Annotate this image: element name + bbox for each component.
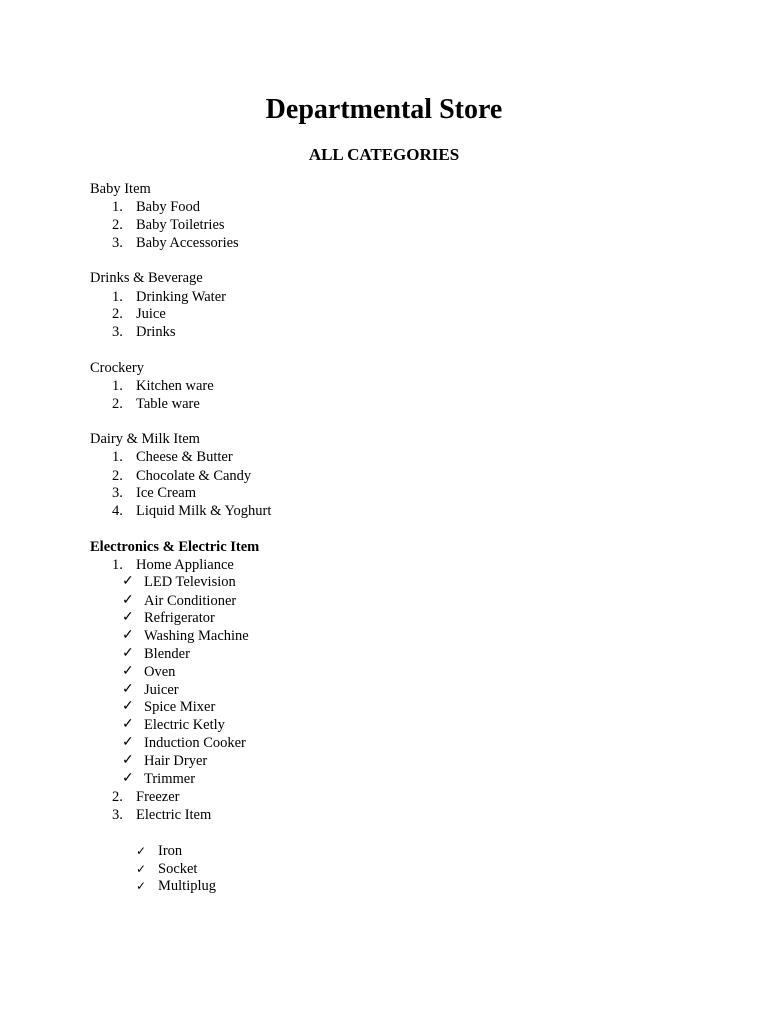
- list-item-label: Baby Toiletries: [136, 217, 225, 233]
- check-icon: ✓: [122, 628, 134, 643]
- check-icon: ✓: [122, 753, 134, 768]
- list-item-label: Drinking Water: [136, 289, 226, 305]
- list-item-label: Juice: [136, 306, 166, 322]
- list-number: 2.: [112, 396, 123, 412]
- list-item-label: Drinks: [136, 324, 176, 340]
- category-heading-baby-item: Baby Item: [90, 181, 151, 197]
- list-item-label: Electric Item: [136, 807, 212, 823]
- check-icon: ✓: [122, 574, 134, 589]
- check-icon: ✓: [122, 682, 134, 697]
- list-number: 3.: [112, 485, 123, 501]
- check-item-label: Washing Machine: [144, 628, 249, 644]
- check-item-label: Trimmer: [144, 771, 196, 787]
- list-number: 4.: [112, 503, 123, 519]
- list-number: 2.: [112, 789, 123, 805]
- check-item-label: Spice Mixer: [144, 699, 216, 715]
- page-subtitle: ALL CATEGORIES: [308, 145, 460, 164]
- check-icon: ✓: [136, 879, 147, 893]
- list-item-label: Freezer: [136, 789, 180, 805]
- list-item-label: Baby Food: [136, 199, 201, 215]
- list-item-label: Chocolate & Candy: [136, 468, 252, 484]
- category-heading-dairy: Dairy & Milk Item: [90, 431, 200, 447]
- check-item-label: Multiplug: [158, 878, 217, 894]
- page-title: Departmental Store: [265, 94, 503, 125]
- list-item-label: Liquid Milk & Yoghurt: [136, 503, 272, 519]
- list-number: 1.: [112, 449, 123, 465]
- list-number: 1.: [112, 199, 123, 215]
- check-icon: ✓: [136, 844, 147, 858]
- check-item-label: Blender: [144, 646, 190, 662]
- check-item-label: Air Conditioner: [144, 593, 237, 609]
- check-icon: ✓: [122, 699, 134, 714]
- list-number: 3.: [112, 235, 123, 251]
- list-number: 1.: [112, 557, 123, 573]
- list-item-label: Table ware: [136, 396, 200, 412]
- list-item-label: Kitchen ware: [136, 378, 214, 394]
- check-item-label: Refrigerator: [144, 610, 215, 626]
- check-icon: ✓: [122, 717, 134, 732]
- check-item-label: Socket: [158, 861, 198, 877]
- check-item-label: Juicer: [144, 682, 179, 698]
- list-number: 3.: [112, 324, 123, 340]
- check-item-label: Hair Dryer: [144, 753, 208, 769]
- list-number: 3.: [112, 807, 123, 823]
- check-icon: ✓: [122, 593, 134, 608]
- list-item-label: Cheese & Butter: [136, 449, 233, 465]
- list-number: 1.: [112, 378, 123, 394]
- check-icon: ✓: [122, 646, 134, 661]
- list-number: 2.: [112, 468, 123, 484]
- list-number: 2.: [112, 217, 123, 233]
- list-item-label: Home Appliance: [136, 557, 234, 573]
- check-item-label: Oven: [144, 664, 176, 680]
- check-icon: ✓: [122, 664, 134, 679]
- check-icon: ✓: [122, 735, 134, 750]
- list-number: 2.: [112, 306, 123, 322]
- category-heading-drinks: Drinks & Beverage: [90, 270, 203, 286]
- check-item-label: Iron: [158, 843, 183, 859]
- check-icon: ✓: [122, 610, 134, 625]
- list-item-label: Ice Cream: [136, 485, 196, 501]
- category-heading-electronics: Electronics & Electric Item: [90, 539, 260, 555]
- list-item-label: Baby Accessories: [136, 235, 239, 251]
- list-number: 1.: [112, 289, 123, 305]
- category-heading-crockery: Crockery: [90, 360, 144, 376]
- check-item-label: Induction Cooker: [144, 735, 246, 751]
- check-icon: ✓: [136, 862, 147, 876]
- check-item-label: Electric Ketly: [144, 717, 225, 733]
- check-item-label: LED Television: [144, 574, 236, 590]
- check-icon: ✓: [122, 771, 134, 786]
